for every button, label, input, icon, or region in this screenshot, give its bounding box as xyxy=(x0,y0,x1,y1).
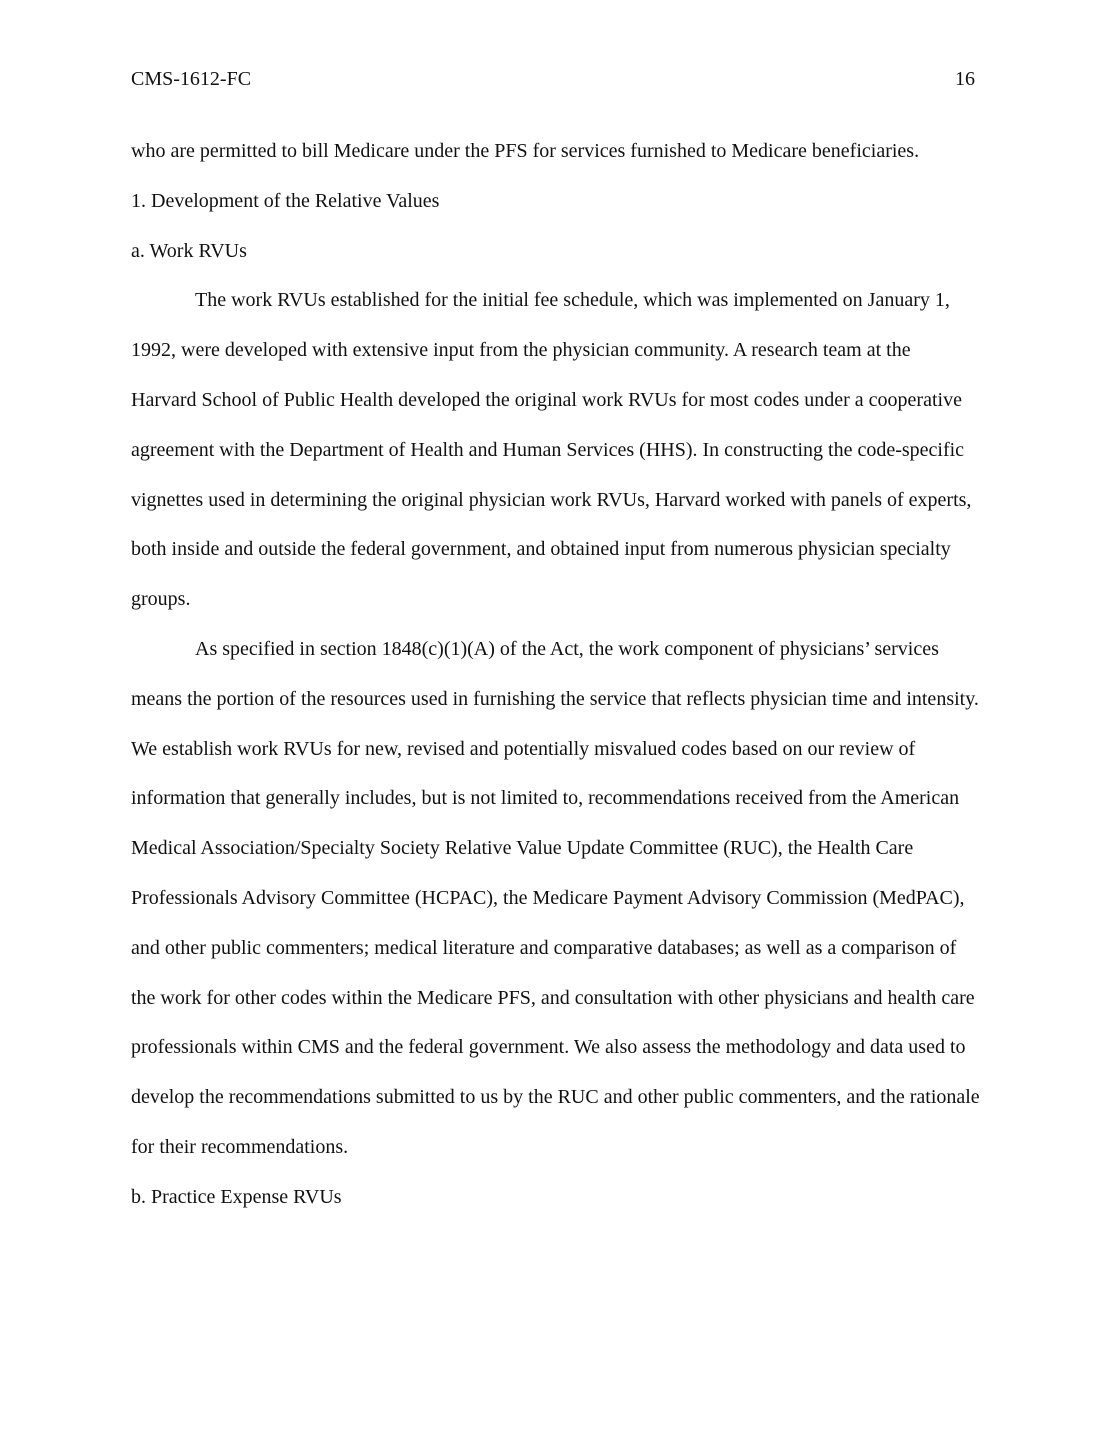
subsection-heading-work-rvus: a. Work RVUs xyxy=(131,239,247,262)
paragraph-work-rvus-history: The work RVUs established for the initial fee schedule, which was implemented on January 1, 1992, were developed with extensive input from the physician community. A research team at the Harvard School of Public Health developed the original work RVUs for most codes under a cooperative agreement with the Department of Health and Human Services (HHS). In constructing the code-specific vignettes used in determining the original physician work RVUs, Harvard worked with panels of experts, both inside and outside the federal government, and obtained input from numerous physician specialty groups. xyxy=(131,289,972,611)
page-number: 16 xyxy=(955,68,975,90)
document-body xyxy=(131,127,981,1223)
page-header xyxy=(131,66,975,92)
section-heading: 1. Development of the Relative Values xyxy=(131,189,440,212)
subsection-heading-practice-expense-rvus: b. Practice Expense RVUs xyxy=(131,1185,342,1208)
document-id: CMS-1612-FC xyxy=(131,68,252,90)
paragraph-work-component: As specified in section 1848(c)(1)(A) of the Act, the work component of physicians’ services means the portion of the resources used in furnishing the service that reflects physician time and intensity. We establish work RVUs for new, revised and potentially misvalued codes based on our review of information that generally includes, but is not limited to, recommendations received from the American Medical Association/Specialty Society Relative Value Update Committee (RUC), the Health Care Professionals Advisory Committee (HCPAC), the Medicare Payment Advisory Commission (MedPAC), and other public commenters; medical literature and comparative databases; as well as a comparison of the work for other codes within the Medicare PFS, and consultation with other physicians and health care professionals within CMS and the federal government. We also assess the methodology and data used to develop the recommendations submitted to us by the RUC and other public commenters, and the rationale for their recommendations. xyxy=(131,637,980,1158)
continuation-paragraph: who are permitted to bill Medicare under the PFS for services furnished to Medicare beneficiaries. xyxy=(131,140,920,162)
